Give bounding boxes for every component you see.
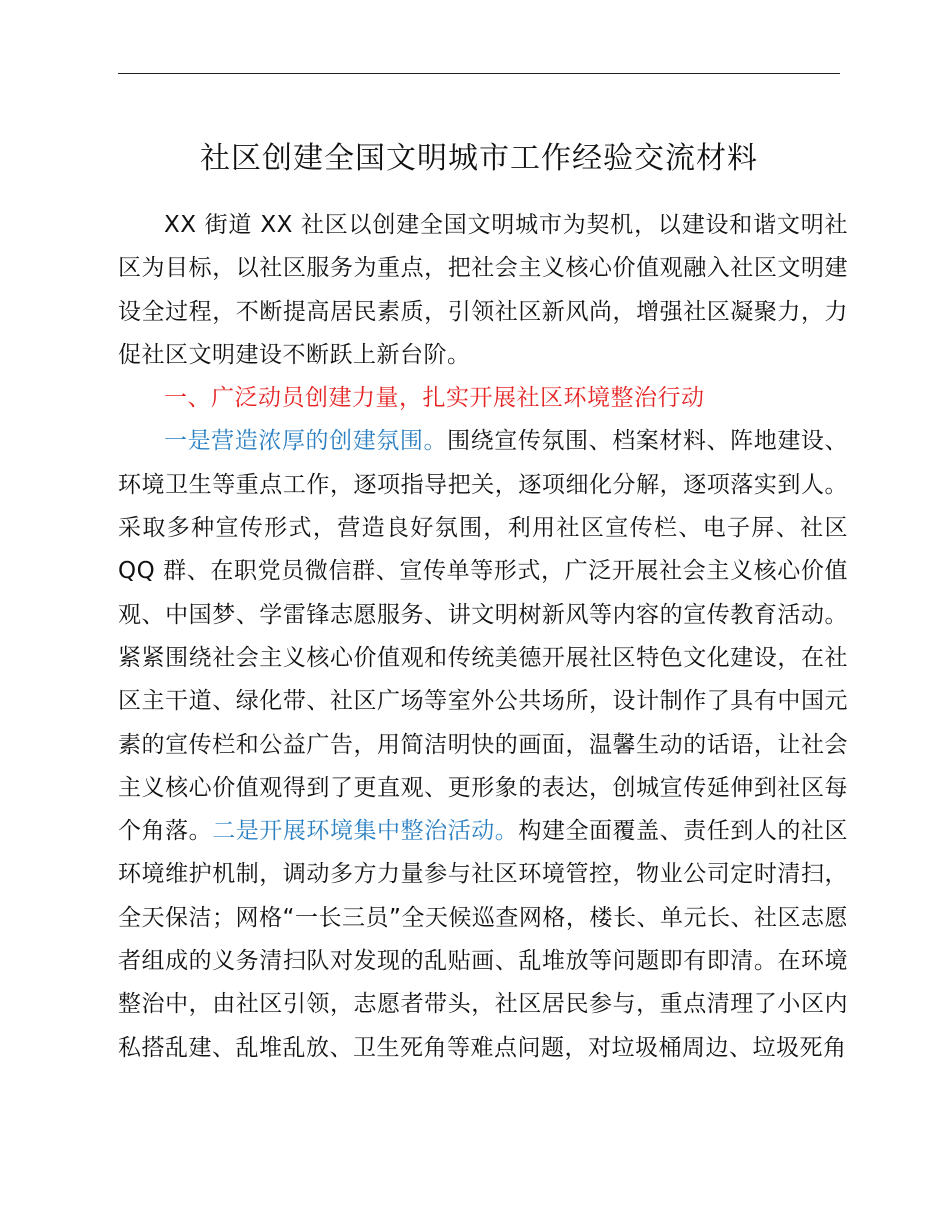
document-title: 社区创建全国文明城市工作经验交流材料 [200,141,758,176]
section-heading: 一、广泛动员创建力量，扎实开展社区环境整治行动 [164,385,705,412]
document-body [118,204,848,1070]
section-paragraph [118,420,848,1069]
point-two-lead: 二是开展环境集中整治活动。 [212,818,519,845]
header-rule [118,73,840,74]
point-one-lead: 一是营造浓厚的创建氛围。 [164,428,448,455]
point-one-body: 围绕宣传氛围、档案材料、阵地建设、环境卫生等重点工作，逐项指导把关，逐项细化分解，逐项落实到人。采取多种宣传形式，营造良好氛围，利用社区宣传栏、电子屏、社区 QQ 群、在职党员微信群、宣传单等形式，广泛开展社会主义核心价值观、中国梦、学雷锋志愿服务、讲文明树新风等内容的宣传教育活动。紧紧围绕社会主义核心价值观和传统美德开展社区特色文化建设，在社区主干道、绿化带、社区广场等室外公共场所，设计制作了具有中国元素的宣传栏和公益广告，用简洁明快的画面，温馨生动的话语，让社会主义核心价值观得到了更直观、更形象的表达，创城宣传延伸到社区每个角落。 [118,428,849,845]
intro-paragraph: XX 街道 XX 社区以创建全国文明城市为契机，以建设和谐文明社区为目标，以社区服务为重点，把社会主义核心价值观融入社区文明建设全过程，不断提高居民素质，引领社区新风尚，增强社区凝聚力，力促社区文明建设不断跃上新台阶。 [118,212,848,368]
point-two-body: 构建全面覆盖、责任到人的社区环境维护机制，调动多方力量参与社区环境管控，物业公司定时清扫，全天保洁；网格“一长三员”全天候巡查网格，楼长、单元长、社区志愿者组成的义务清扫队对发现的乱贴画、乱堆放等问题即有即清。在环境整治中，由社区引领，志愿者带头，社区居民参与，重点清理了小区内私搭乱建、乱堆乱放、卫生死角等难点问题，对垃圾桶周边、垃圾死角 [118,818,849,1061]
